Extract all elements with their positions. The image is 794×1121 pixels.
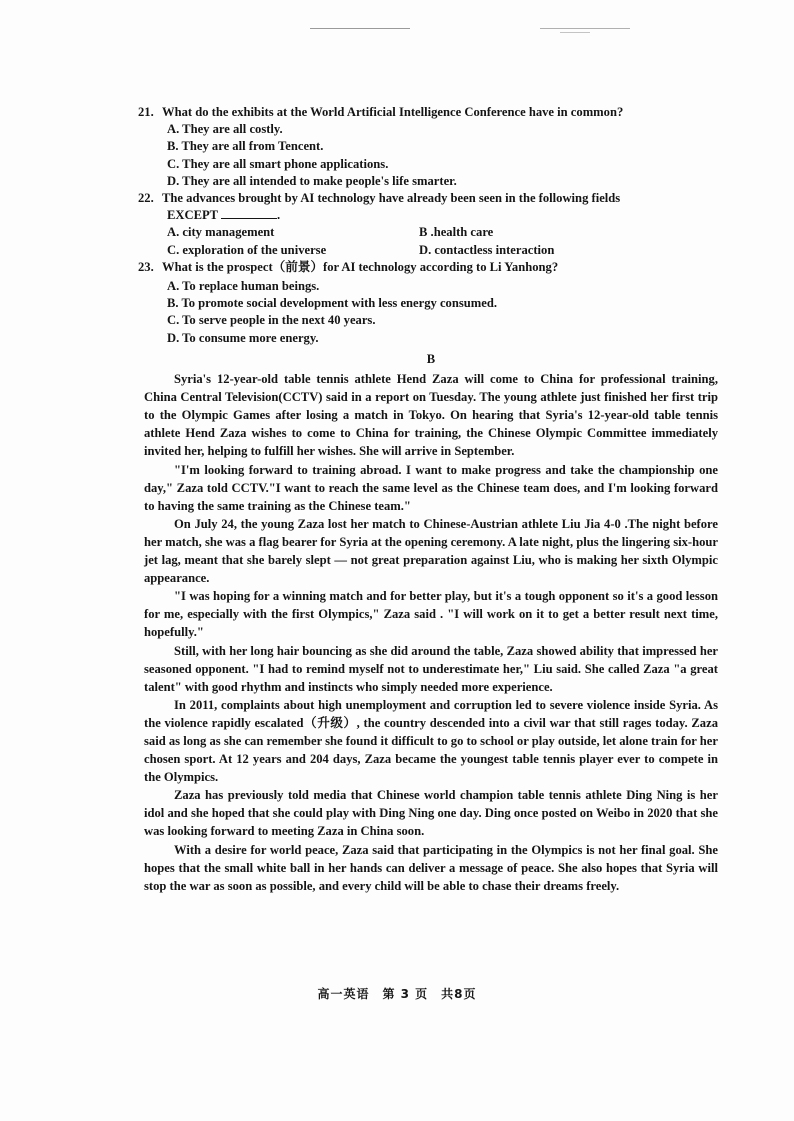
passage-paragraph: "I'm looking forward to training abroad. I want to make progress and take the championship one day," Zaza told CCTV."I want to reach the same level as the Chinese team does, and I'm looking forward to having the same training as the Chinese team." [144,462,718,513]
question-22 [138,190,728,259]
option-a: A. city management [167,225,275,240]
question-text: What is the prospect（前景）for AI technology according to Li Yanhong? [162,259,559,274]
passage-heading: B [426,352,436,366]
question-text: What do the exhibits at the World Artificial Intelligence Conference have in common? [162,105,624,119]
option-a: A. They are all costly. [167,122,283,137]
option-b: B. To promote social development with less energy consumed. [167,296,498,311]
option-c: C. exploration of the universe [167,242,327,257]
question-stem [138,259,728,276]
option-b: B .health care [419,225,494,240]
passage-paragraph: Syria's 12-year-old table tennis athlete Hend Zaza will come to China for professional training, China Central Television(CCTV) said in a report on Tuesday. The young athlete just finished her first trip to the Olympic Games after losing a match in Tokyo. On hearing that Syria's 12-year-old table tennis athlete Hend Zaza wishes to come to China for training, the Chinese Olympic Committee immediately invited her, helping to fulfill her wishes. She will arrive in September. [144,372,718,459]
except-label: EXCEPT [167,208,218,223]
passage-paragraph: "I was hoping for a winning match and for better play, but it's a tough opponent so it's a good lesson for me, especially with the first Olympics," Zaza said . "I will work on it to get a better result next time, hopefully." [144,589,718,640]
question-text: The advances brought by AI technology have already been seen in the following fields [162,191,621,206]
stem-end-punctuation: . [277,208,281,223]
scan-artifact-line [560,32,590,33]
option-d: D. To consume more energy. [167,330,319,345]
option-c: C. They are all smart phone applications. [167,156,389,171]
question-23 [138,259,728,347]
question-number: 21. [138,105,154,119]
passage-paragraph: Still, with her long hair bouncing as she did around the table, Zaza showed ability that impressed her seasoned opponent. "I had to remind myself not to underestimate her," Liu said. She called Zaza "a great talent" with good rhythm and instincts who simply needed more experience. [144,643,718,694]
question-number: 22. [138,191,154,206]
passage-paragraph: In 2011, complaints about high unemployment and corruption led to severe violence inside Syria. As the violence rapidly escalated（升级）, the country descended into a civil war that still rages today. Zaza said as long as she can remember she found it difficult to go to school or play outside, let alone train for her chosen sport. At 12 years and 204 days, Zaza became the youngest table tennis player ever to compete in the Olympics. [144,697,718,785]
question-stem-line2 [167,207,728,224]
question-21 [138,104,728,190]
question-number: 23. [138,259,154,274]
answer-blank [221,207,277,219]
option-a: A. To replace human beings. [167,279,320,294]
option-d: D. contactless interaction [419,242,555,257]
scan-artifact-line [540,28,630,29]
question-stem [138,190,728,207]
passage-paragraph: With a desire for world peace, Zaza said that participating in the Olympics is not her final goal. She hopes that the small white ball in her hands can deliver a message of peace. She also hopes that Syria will stop the war as soon as possible, and every child will be able to chase their dreams freely. [144,842,718,893]
option-b: B. They are all from Tencent. [167,139,324,154]
option-c: C. To serve people in the next 40 years. [167,313,376,328]
question-stem [138,104,728,121]
reading-passage-b [144,350,718,895]
passage-paragraph: Zaza has previously told media that Chinese world champion table tennis athlete Ding Ning is her idol and she hoped that she could play with Ding Ning one day. Ding once posted on Weibo in 2020 that she was looking forward to meeting Zaza in China soon. [144,788,718,839]
scan-artifact-line [310,28,410,29]
page-footer: 高一英语 第 3 页 共8页 [317,987,477,1001]
passage-paragraph: On July 24, the young Zaza lost her match to Chinese-Austrian athlete Liu Jia 4-0 .The night before her match, she was a flag bearer for Syria at the opening ceremony. A late night, plus the lingering six-hour jet lag, meant that she barely slept — not great preparation against Liu, who is making her sixth Olympic appearance. [144,516,718,586]
option-d: D. They are all intended to make people's life smarter. [167,173,457,188]
option-grid [167,224,728,258]
question-list [138,104,728,347]
